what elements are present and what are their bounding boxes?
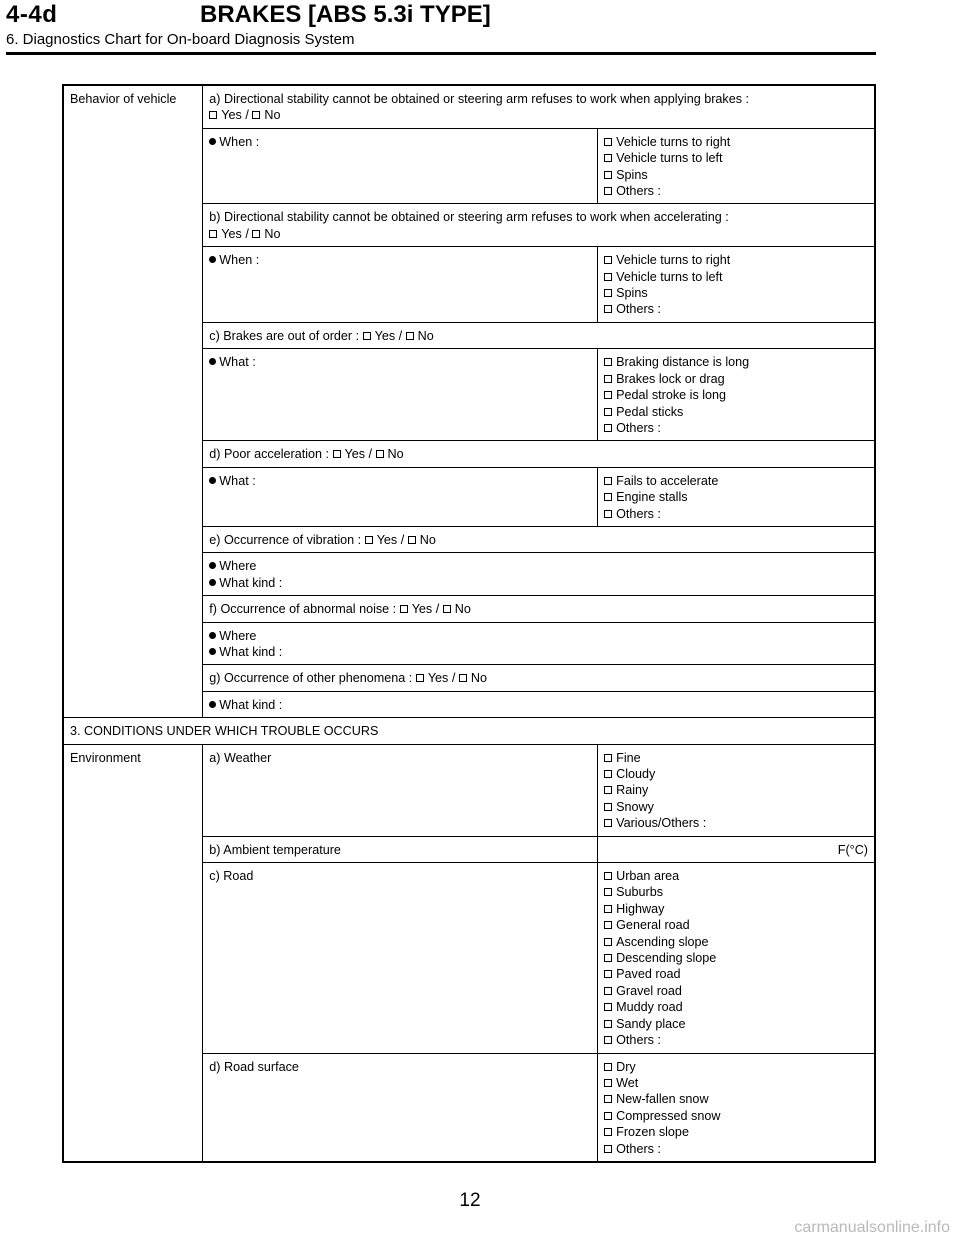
option-label: Compressed snow xyxy=(616,1108,721,1123)
option-label: Vehicle turns to left xyxy=(616,269,723,284)
yes-option: Yes / xyxy=(411,602,440,617)
checkbox-icon[interactable] xyxy=(604,970,612,978)
behavior-c-options xyxy=(598,349,875,441)
option-label: Others : xyxy=(616,1033,661,1048)
conditions-heading: 3. CONDITIONS UNDER WHICH TROUBLE OCCURS xyxy=(63,718,875,744)
checkbox-icon[interactable] xyxy=(459,674,467,682)
road-surface-options xyxy=(598,1053,875,1162)
what-label: What : xyxy=(219,355,256,370)
bullet-icon xyxy=(209,562,216,569)
no-option: No xyxy=(264,226,281,241)
behavior-f-detail-cell xyxy=(203,622,875,665)
behavior-e-question-cell xyxy=(203,526,875,552)
weather-row xyxy=(63,744,875,836)
behavior-c-question: c) Brakes are out of order : xyxy=(209,328,360,343)
option-label: Dry xyxy=(616,1059,636,1074)
bullet-icon xyxy=(209,256,216,263)
option-label: General road xyxy=(616,918,690,933)
checkbox-icon[interactable] xyxy=(604,888,612,896)
behavior-f-question: f) Occurrence of abnormal noise : xyxy=(209,602,397,617)
option-label: Various/Others : xyxy=(616,816,707,831)
road-label: c) Road xyxy=(203,863,598,1053)
behavior-label: Behavior of vehicle xyxy=(63,85,203,718)
checkbox-icon[interactable] xyxy=(604,1128,612,1136)
weather-options xyxy=(598,744,875,836)
option-label: Others : xyxy=(616,506,661,521)
option-label: Frozen slope xyxy=(616,1125,689,1140)
environment-label: Environment xyxy=(63,744,203,1162)
checkbox-icon[interactable] xyxy=(604,938,612,946)
option-label: Others : xyxy=(616,420,661,435)
checkbox-icon[interactable] xyxy=(604,1020,612,1028)
checkbox-icon[interactable] xyxy=(443,605,451,613)
checkbox-icon[interactable] xyxy=(604,803,612,811)
option-label: Fails to accelerate xyxy=(616,473,719,488)
diagnosis-form-table xyxy=(62,84,876,1163)
checkbox-icon[interactable] xyxy=(604,187,612,195)
option-label: Braking distance is long xyxy=(616,355,750,370)
checkbox-icon[interactable] xyxy=(604,770,612,778)
behavior-g-detail-cell xyxy=(203,691,875,717)
checkbox-icon[interactable] xyxy=(408,536,416,544)
checkbox-icon[interactable] xyxy=(604,819,612,827)
checkbox-icon[interactable] xyxy=(604,921,612,929)
option-label: Others : xyxy=(616,184,661,199)
option-label: Pedal sticks xyxy=(616,404,684,419)
checkbox-icon[interactable] xyxy=(604,375,612,383)
checkbox-icon[interactable] xyxy=(604,138,612,146)
option-label: Vehicle turns to right xyxy=(616,253,731,268)
conditions-heading-row xyxy=(63,718,875,744)
checkbox-icon[interactable] xyxy=(604,256,612,264)
temperature-unit[interactable]: F(°C) xyxy=(598,836,875,862)
bullet-icon xyxy=(209,648,216,655)
what-kind-label: What kind : xyxy=(219,697,283,712)
where-label: Where xyxy=(219,628,257,643)
bullet-icon xyxy=(209,632,216,639)
what-kind-label: What kind : xyxy=(219,575,283,590)
option-label: Vehicle turns to left xyxy=(616,151,723,166)
no-option: No xyxy=(454,602,471,617)
bullet-icon xyxy=(209,701,216,708)
checkbox-icon[interactable] xyxy=(604,1095,612,1103)
behavior-g-question-cell xyxy=(203,665,875,691)
behavior-g-question: g) Occurrence of other phenomena : xyxy=(209,671,413,686)
checkbox-icon[interactable] xyxy=(333,450,341,458)
checkbox-icon[interactable] xyxy=(604,273,612,281)
option-label: Cloudy xyxy=(616,767,656,781)
checkbox-icon[interactable] xyxy=(604,1112,612,1120)
checkbox-icon[interactable] xyxy=(604,391,612,399)
option-label: Pedal stroke is long xyxy=(616,388,727,403)
checkbox-icon[interactable] xyxy=(604,872,612,880)
bullet-icon xyxy=(209,358,216,365)
checkbox-icon[interactable] xyxy=(365,536,373,544)
behavior-a-question-cell xyxy=(203,85,875,128)
bullet-icon xyxy=(209,477,216,484)
option-label: Descending slope xyxy=(616,951,717,966)
checkbox-icon[interactable] xyxy=(252,230,260,238)
checkbox-icon[interactable] xyxy=(604,477,612,485)
behavior-a-options xyxy=(598,128,875,204)
behavior-a-when-cell xyxy=(203,128,598,204)
when-label: When : xyxy=(219,134,260,149)
checkbox-icon[interactable] xyxy=(604,905,612,913)
option-label: Wet xyxy=(616,1075,639,1090)
section-code: 4-4d xyxy=(6,1,58,28)
option-label: Suburbs xyxy=(616,885,664,900)
bullet-icon xyxy=(209,579,216,586)
what-kind-label: What kind : xyxy=(219,644,283,659)
temperature-label: b) Ambient temperature xyxy=(203,836,598,862)
yes-option: Yes / xyxy=(221,226,249,241)
checkbox-icon[interactable] xyxy=(209,230,217,238)
option-label: Ascending slope xyxy=(616,934,709,949)
option-label: Sandy place xyxy=(616,1016,686,1031)
page-number: 12 xyxy=(459,1190,481,1211)
behavior-b-question: b) Directional stability cannot be obtained or steering arm refuses to work when accelerating : xyxy=(209,210,729,225)
option-label: Engine stalls xyxy=(616,490,688,505)
checkbox-icon[interactable] xyxy=(604,987,612,995)
checkbox-icon[interactable] xyxy=(252,111,260,119)
behavior-e-detail-cell xyxy=(203,553,875,596)
option-label: Rainy xyxy=(616,783,649,798)
option-label: Spins xyxy=(616,286,648,301)
road-options xyxy=(598,863,875,1053)
option-label: Others : xyxy=(616,1141,661,1156)
checkbox-icon[interactable] xyxy=(604,786,612,794)
behavior-d-options xyxy=(598,467,875,526)
no-option: No xyxy=(419,532,436,547)
behavior-e-question: e) Occurrence of vibration : xyxy=(209,532,362,547)
behavior-c-what-cell xyxy=(203,349,598,441)
behavior-b-when-cell xyxy=(203,247,598,323)
option-label: New-fallen snow xyxy=(616,1092,709,1107)
checkbox-icon[interactable] xyxy=(363,332,371,340)
checkbox-icon[interactable] xyxy=(604,1003,612,1011)
checkbox-icon[interactable] xyxy=(604,754,612,762)
section-title: BRAKES [ABS 5.3i TYPE] xyxy=(200,1,491,28)
option-label: Snowy xyxy=(616,799,654,814)
option-label: Fine xyxy=(616,750,641,765)
option-label: Others : xyxy=(616,302,661,317)
behavior-d-question-cell xyxy=(203,441,875,467)
behavior-a-question: a) Directional stability cannot be obtained or steering arm refuses to work when applying brakes : xyxy=(209,92,750,106)
watermark: carmanualsonline.info xyxy=(794,1219,950,1236)
section-subtitle: 6. Diagnostics Chart for On-board Diagnosis System xyxy=(6,31,355,48)
checkbox-icon[interactable] xyxy=(406,332,414,340)
checkbox-icon[interactable] xyxy=(604,954,612,962)
no-option: No xyxy=(470,671,487,686)
behavior-d-question: d) Poor acceleration : xyxy=(209,447,329,462)
header-rule xyxy=(6,52,876,55)
checkbox-icon[interactable] xyxy=(604,493,612,501)
behavior-b-question-cell xyxy=(203,204,875,247)
weather-label: a) Weather xyxy=(203,744,598,836)
checkbox-icon[interactable] xyxy=(604,408,612,416)
option-label: Urban area xyxy=(616,869,680,884)
when-label: When : xyxy=(219,253,260,268)
no-option: No xyxy=(417,328,434,343)
option-label: Paved road xyxy=(616,967,681,982)
option-label: Highway xyxy=(616,901,665,916)
checkbox-icon[interactable] xyxy=(604,154,612,162)
checkbox-icon[interactable] xyxy=(604,1079,612,1087)
yes-option: Yes / xyxy=(374,328,403,343)
yes-option: Yes / xyxy=(344,447,373,462)
no-option: No xyxy=(387,447,404,462)
checkbox-icon[interactable] xyxy=(209,111,217,119)
yes-option: Yes / xyxy=(427,671,456,686)
option-label: Brakes lock or drag xyxy=(616,371,725,386)
what-label: What : xyxy=(219,473,256,488)
checkbox-icon[interactable] xyxy=(604,1063,612,1071)
no-option: No xyxy=(264,108,281,123)
behavior-c-question-cell xyxy=(203,322,875,348)
checkbox-icon[interactable] xyxy=(400,605,408,613)
checkbox-icon[interactable] xyxy=(604,171,612,179)
checkbox-icon[interactable] xyxy=(604,305,612,313)
yes-option: Yes / xyxy=(221,108,249,123)
bullet-icon xyxy=(209,138,216,145)
checkbox-icon[interactable] xyxy=(416,674,424,682)
checkbox-icon[interactable] xyxy=(376,450,384,458)
checkbox-icon[interactable] xyxy=(604,510,612,518)
behavior-f-question-cell xyxy=(203,596,875,622)
checkbox-icon[interactable] xyxy=(604,358,612,366)
road-surface-label: d) Road surface xyxy=(203,1053,598,1162)
option-label: Muddy road xyxy=(616,1000,683,1015)
yes-option: Yes / xyxy=(376,532,405,547)
behavior-d-what-cell xyxy=(203,467,598,526)
option-label: Spins xyxy=(616,167,648,182)
option-label: Vehicle turns to right xyxy=(616,134,731,149)
behavior-a-question-row xyxy=(63,85,875,128)
checkbox-icon[interactable] xyxy=(604,1145,612,1153)
option-label: Gravel road xyxy=(616,983,682,998)
checkbox-icon[interactable] xyxy=(604,1036,612,1044)
where-label: Where xyxy=(219,559,257,574)
checkbox-icon[interactable] xyxy=(604,289,612,297)
checkbox-icon[interactable] xyxy=(604,424,612,432)
behavior-b-options xyxy=(598,247,875,323)
